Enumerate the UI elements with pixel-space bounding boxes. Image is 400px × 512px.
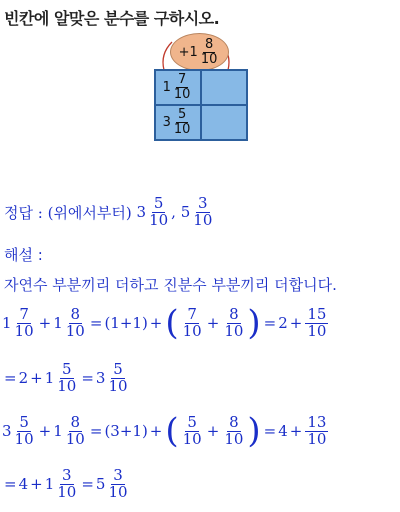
fraction-table: [154, 69, 248, 141]
op-prefix: +: [178, 44, 190, 60]
equation-line-4: = 4 + 1 $\frac{3}{10}$ = 5 $\frac{3}{10}$: [4, 466, 128, 501]
explanation-label: 해설 :: [4, 246, 43, 264]
op-fraction: $\frac{8}{10}$: [200, 36, 218, 67]
cell-bottom-left: 3 $\frac{5}{10}$: [155, 105, 201, 140]
answer-line: 정답 : (위에서부터) 3 $\frac{5}{10}$ , 5 $\frac{3}{10}$: [4, 194, 213, 229]
question-title: 빈칸에 알맞은 분수를 구하시오.: [4, 9, 220, 28]
equation-line-1: 1 $\frac{7}{10}$ + 1 $\frac{8}{10}$ = (1+1) + ( $\frac{7}{10}$ + $\frac{8}{10}$ ) = 2 + $\frac{15}{10}$: [2, 303, 327, 343]
answer-label: 정답 :: [4, 203, 43, 222]
equation-line-2: = 2 + 1 $\frac{5}{10}$ = 3 $\frac{5}{10}$: [4, 360, 128, 395]
explanation-text: 자연수 부분끼리 더하고 진분수 부분끼리 더합니다.: [4, 276, 337, 294]
answer-note: (위에서부터): [47, 203, 132, 222]
equation-line-3: 3 $\frac{5}{10}$ + 1 $\frac{8}{10}$ = (3+1) + ( $\frac{5}{10}$ + $\frac{8}{10}$ ) = 4 + $\frac{13}{10}$: [2, 411, 327, 451]
cell-top-right-blank[interactable]: [201, 70, 247, 105]
op-whole: 1: [189, 44, 198, 60]
operator-oval: [170, 33, 229, 71]
cell-top-left: 1 $\frac{7}{10}$: [155, 70, 201, 105]
cell-bottom-right-blank[interactable]: [201, 105, 247, 140]
